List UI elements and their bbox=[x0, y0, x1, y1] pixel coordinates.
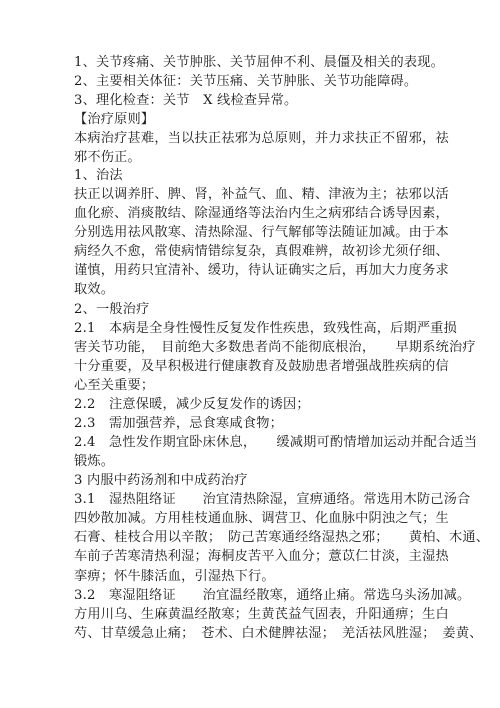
text-line: 【治疗原则】 bbox=[74, 112, 155, 127]
text-line: 石膏、桂枝合用以辛散； 防己苦寒通经络湿热之邪； 黄柏、木通、 bbox=[74, 530, 490, 545]
text-line: 分别选用祛风散寒、清热除湿、行气解郁等法随证加减。由于本 bbox=[74, 225, 449, 240]
text-line: 十分重要，及早积极进行健康教育及鼓励患者增强战胜疾病的信 bbox=[74, 359, 449, 374]
text-line: 1、关节疼痛、关节肿胀、关节屈伸不利、晨僵及相关的表现。 bbox=[74, 55, 445, 70]
text-line: 车前子苦寒清热利湿；海桐皮苦平入血分；薏苡仁甘淡，主湿热 bbox=[74, 549, 449, 564]
text-line: 四妙散加减。方用桂枝通血脉、调营卫、化血脉中阴浊之气；生 bbox=[74, 511, 449, 526]
text-line: 扶正以调养肝、脾、肾，补益气、血、精、津液为主；祛邪以活 bbox=[74, 187, 449, 202]
text-line: 方用川乌、生麻黄温经散寒；生黄芪益气固表，升阳通痹；生白 bbox=[74, 607, 449, 622]
text-line: 3 内服中药汤剂和中成药治疗 bbox=[74, 473, 248, 488]
text-line: 挛痹；怀牛膝活血，引湿热下行。 bbox=[74, 569, 275, 584]
text-line: 病经久不愈，常使病情错综复杂，真假难辨，故初诊尤须仔细、 bbox=[74, 244, 449, 259]
text-line: 心至关重要； bbox=[74, 378, 155, 393]
text-line: 邪不伤正。 bbox=[74, 150, 141, 165]
text-line: 3.2 寒湿阻络证 治宜温经散寒，通络止痛。常选乌头汤加减。 bbox=[74, 588, 471, 603]
text-line: 3.1 湿热阻络证 治宜清热除湿，宣痹通络。常选用木防己汤合 bbox=[74, 492, 471, 507]
text-line: 血化瘀、消痰散结、除湿通络等法治内生之病邪结合诱导因素， bbox=[74, 206, 449, 221]
text-line: 1、治法 bbox=[74, 168, 123, 183]
text-line: 本病治疗甚难，当以扶正祛邪为总原则，并力求扶正不留邪，祛 bbox=[74, 131, 449, 146]
text-line: 2.4 急性发作期宜卧床休息， 缓减期可酌情增加运动并配合适当 bbox=[74, 435, 478, 450]
text-line: 2.1 本病是全身性慢性反复发作性疾患，致残性高，后期严重损 bbox=[74, 321, 458, 336]
text-line: 2、一般治疗 bbox=[74, 302, 150, 317]
text-line: 2.3 需加强营养，忌食寒咸食物； bbox=[74, 416, 283, 431]
text-line: 2、主要相关体征：关节压痛、关节肿胀、关节功能障碍。 bbox=[74, 74, 418, 89]
text-line: 害关节功能， 目前绝大多数患者尚不能彻底根治， 早期系统治疗 bbox=[74, 340, 476, 355]
text-line: 锻炼。 bbox=[74, 454, 115, 469]
text-line: 芍、甘草缓急止痛； 苍术、白术健脾祛湿； 羌活祛风胜湿； 姜黄、 bbox=[74, 626, 483, 641]
text-line: 3、理化检查：关节 X 线检查异常。 bbox=[74, 93, 298, 108]
text-line: 取效。 bbox=[74, 282, 115, 297]
text-line: 2.2 注意保暖，减少反复发作的诱因； bbox=[74, 397, 310, 412]
text-line: 谨慎，用药只宜清补、缓功，待认证确实之后，再加大力度务求 bbox=[74, 263, 449, 278]
